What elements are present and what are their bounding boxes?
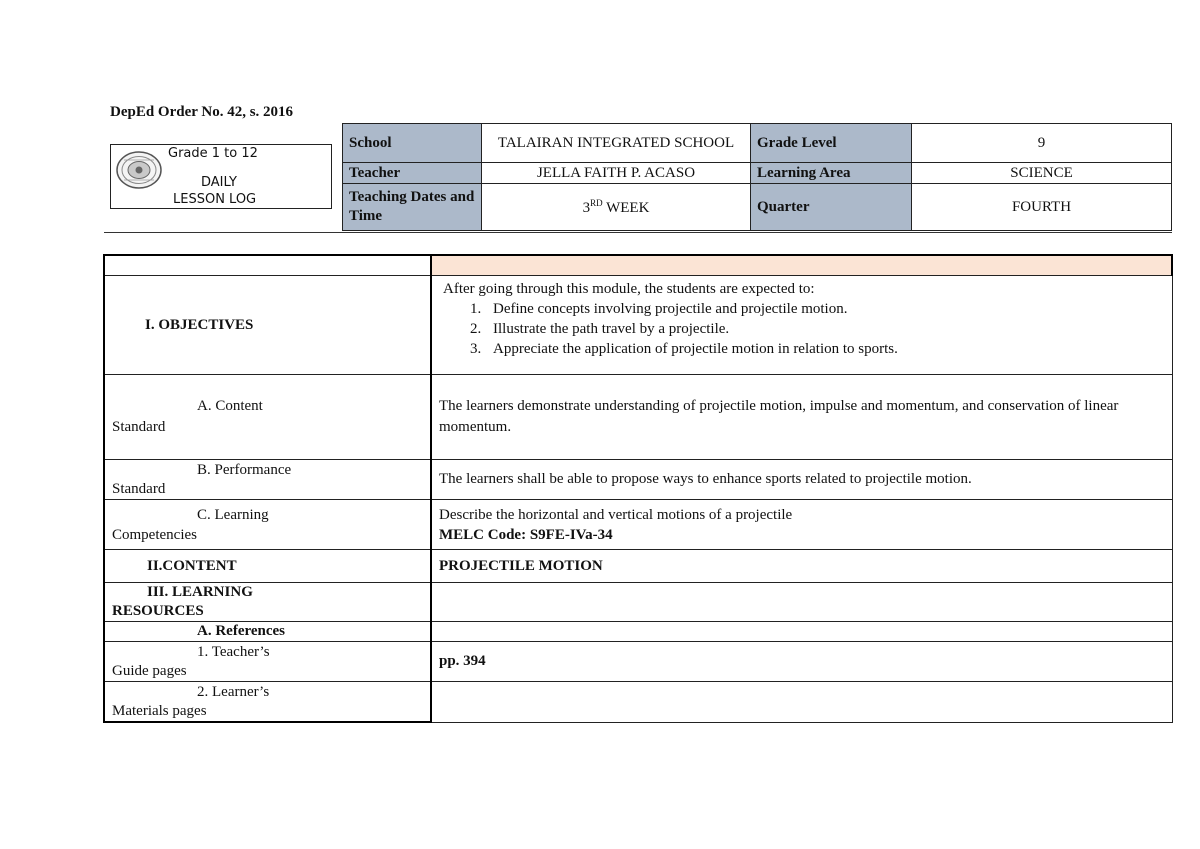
- week-suffix: RD: [590, 197, 603, 208]
- content-standard-value: The learners demonstrate understanding of projectile motion, impulse and momentum, and conservation of linear momentum.: [431, 375, 1172, 460]
- info-row-teacher: [343, 163, 1172, 184]
- info-row-school: [343, 124, 1172, 163]
- teaching-dates-value: [482, 184, 751, 231]
- competencies-row: [104, 500, 1172, 550]
- quarter-label: Quarter: [751, 184, 912, 231]
- learners-materials-label-line1: 2. Learner’s: [197, 683, 270, 700]
- references-row: [104, 622, 1172, 642]
- performance-standard-label-line1: B. Performance: [197, 461, 292, 478]
- objectives-list: [439, 299, 1165, 359]
- teachers-guide-row: [104, 642, 1172, 682]
- references-value: [431, 622, 1172, 642]
- badge-lesson-log: LESSON LOG: [173, 192, 257, 207]
- teachers-guide-label-line1: 1. Teacher’s: [197, 643, 270, 660]
- teacher-value: JELLA FAITH P. ACASO: [482, 163, 751, 184]
- badge-grade: Grade 1 to 12: [168, 146, 258, 161]
- objectives-cell: [431, 276, 1172, 375]
- learning-area-value: SCIENCE: [912, 163, 1172, 184]
- info-table: [342, 123, 1172, 231]
- top-right-cell: [431, 255, 1172, 276]
- teaching-dates-label: Teaching Dates and Time: [343, 184, 482, 231]
- teachers-guide-label: [104, 642, 431, 682]
- learning-resources-label: [104, 583, 431, 622]
- competencies-label-line2: Competencies: [112, 526, 197, 543]
- school-label: School: [343, 124, 482, 163]
- content-row: [104, 550, 1172, 583]
- week-text: WEEK: [602, 199, 650, 216]
- competencies-value: Describe the horizontal and vertical motions of a projectile: [439, 506, 793, 523]
- learning-resources-row: [104, 583, 1172, 622]
- learning-resources-value: [431, 583, 1172, 622]
- performance-standard-row: [104, 460, 1172, 500]
- school-value: TALAIRAN INTEGRATED SCHOOL: [482, 124, 751, 163]
- competencies-label: [104, 500, 431, 550]
- performance-standard-label-line2: Standard: [112, 480, 166, 497]
- deped-seal-icon: [116, 150, 162, 190]
- grade-level-label: Grade Level: [751, 124, 912, 163]
- performance-standard-label: [104, 460, 431, 500]
- objectives-intro: After going through this module, the students are expected to:: [443, 281, 815, 297]
- info-row-dates: [343, 184, 1172, 231]
- learners-materials-row: [104, 682, 1172, 723]
- deped-order: DepEd Order No. 42, s. 2016: [110, 104, 294, 120]
- competencies-label-line1: C. Learning: [197, 506, 269, 523]
- top-left-cell: [104, 255, 431, 276]
- melc-code: MELC Code: S9FE-IVa-34: [439, 526, 613, 543]
- header-divider: [104, 232, 1172, 233]
- objective-item: 1. Define concepts involving projectile and projectile motion.: [485, 299, 1165, 319]
- competencies-cell: [431, 500, 1172, 550]
- learning-area-label: Learning Area: [751, 163, 912, 184]
- badge-daily: DAILY: [201, 175, 237, 190]
- objective-item: 2. Illustrate the path travel by a projectile.: [485, 319, 1165, 339]
- teachers-guide-label-line2: Guide pages: [112, 662, 187, 679]
- content-standard-label: [104, 375, 431, 460]
- learners-materials-value: [431, 682, 1172, 723]
- lesson-table: [103, 254, 1173, 723]
- learning-resources-label-line1: III. LEARNING: [147, 584, 253, 600]
- objective-item: 3. Appreciate the application of projectile motion in relation to sports.: [485, 339, 1165, 359]
- teacher-label: Teacher: [343, 163, 482, 184]
- learners-materials-label-line2: Materials pages: [112, 702, 207, 719]
- content-label: II.CONTENT: [104, 550, 431, 583]
- teachers-guide-value: pp. 394: [431, 642, 1172, 682]
- week-number: 3: [582, 199, 591, 216]
- learners-materials-label: [104, 682, 431, 723]
- content-standard-row: [104, 375, 1172, 460]
- grade-level-value: 9: [912, 124, 1172, 163]
- performance-standard-value: The learners shall be able to propose ways to enhance sports related to projectile motion.: [431, 460, 1172, 500]
- references-label: A. References: [104, 622, 431, 642]
- learning-resources-label-line2: RESOURCES: [112, 603, 204, 619]
- lesson-log-badge: [110, 144, 332, 209]
- quarter-value: FOURTH: [912, 184, 1172, 231]
- content-standard-label-line1: A. Content: [197, 398, 263, 414]
- content-standard-label-line2: Standard: [112, 419, 166, 435]
- objectives-row: [104, 276, 1172, 375]
- content-value: PROJECTILE MOTION: [431, 550, 1172, 583]
- lesson-top-row: [104, 255, 1172, 276]
- objectives-label: I. OBJECTIVES: [104, 276, 431, 375]
